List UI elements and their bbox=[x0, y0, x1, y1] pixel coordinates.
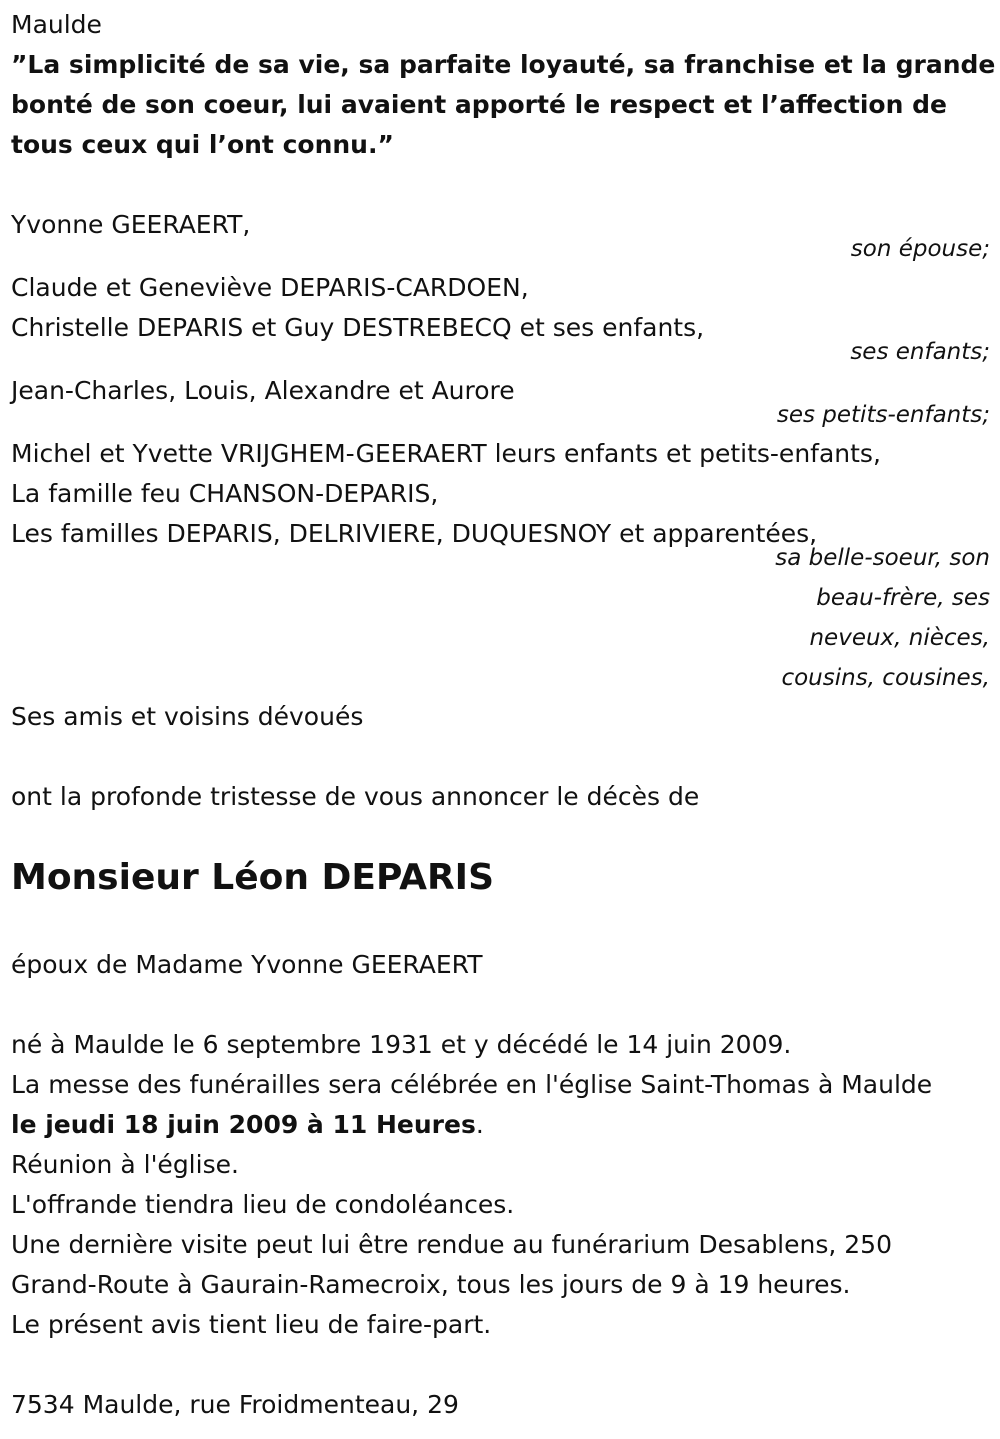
meeting-line: Réunion à l'église. bbox=[11, 1150, 239, 1179]
birth-death-line: né à Maulde le 6 septembre 1931 et y décédé le 14 juin 2009. bbox=[11, 1030, 792, 1059]
quote-line-1: ”La simplicité de sa vie, sa parfaite loyauté, sa franchise et la grande bbox=[11, 50, 996, 79]
visit-line-1: Une dernière visite peut lui être rendue au funérarium Desablens, 250 bbox=[11, 1230, 892, 1259]
spouse-name: Yvonne GEERAERT, bbox=[11, 210, 251, 239]
friends-line: Ses amis et voisins dévoués bbox=[11, 702, 364, 731]
funeral-datetime: le jeudi 18 juin 2009 à 11 Heures bbox=[11, 1110, 476, 1139]
quote-line-2: bonté de son coeur, lui avaient apporté le respect et l’affection de bbox=[11, 90, 947, 119]
quote-line-3: tous ceux qui l’ont connu.” bbox=[11, 130, 394, 159]
relatives-line-3: Les familles DEPARIS, DELRIVIERE, DUQUESNOY et apparentées, bbox=[11, 519, 818, 548]
grandchildren-names: Jean-Charles, Louis, Alexandre et Aurore bbox=[11, 376, 515, 405]
relatives-line-2: La famille feu CHANSON-DEPARIS, bbox=[11, 479, 439, 508]
relatives-role-1: sa belle-soeur, son bbox=[775, 545, 990, 571]
children-role: ses enfants; bbox=[850, 339, 990, 365]
grandchildren-role: ses petits-enfants; bbox=[776, 402, 990, 428]
children-line-1: Claude et Geneviève DEPARIS-CARDOEN, bbox=[11, 273, 529, 302]
announcement-line: ont la profonde tristesse de vous annoncer le décès de bbox=[11, 782, 700, 811]
spouse-role: son épouse; bbox=[850, 236, 990, 262]
relatives-role-4: cousins, cousines, bbox=[781, 665, 990, 691]
deceased-spouse-line: époux de Madame Yvonne GEERAERT bbox=[11, 950, 483, 979]
place-header: Maulde bbox=[11, 10, 102, 39]
deceased-name: Monsieur Léon DEPARIS bbox=[11, 857, 494, 898]
relatives-line-1: Michel et Yvette VRIJGHEM-GEERAERT leurs enfants et petits-enfants, bbox=[11, 439, 881, 468]
funeral-datetime-suffix: . bbox=[475, 1110, 484, 1139]
funeral-datetime-line bbox=[11, 1105, 990, 1145]
relatives-role-2: beau-frère, ses bbox=[816, 585, 990, 611]
relatives-role-3: neveux, nièces, bbox=[809, 625, 990, 651]
mass-line: La messe des funérailles sera célébrée en l'église Saint-Thomas à Maulde bbox=[11, 1070, 933, 1099]
offering-line: L'offrande tiendra lieu de condoléances. bbox=[11, 1190, 515, 1219]
address-line: 7534 Maulde, rue Froidmenteau, 29 bbox=[11, 1390, 459, 1419]
visit-line-2: Grand-Route à Gaurain-Ramecroix, tous les jours de 9 à 19 heures. bbox=[11, 1270, 851, 1299]
children-line-2: Christelle DEPARIS et Guy DESTREBECQ et ses enfants, bbox=[11, 313, 705, 342]
notice-line: Le présent avis tient lieu de faire-part. bbox=[11, 1310, 492, 1339]
